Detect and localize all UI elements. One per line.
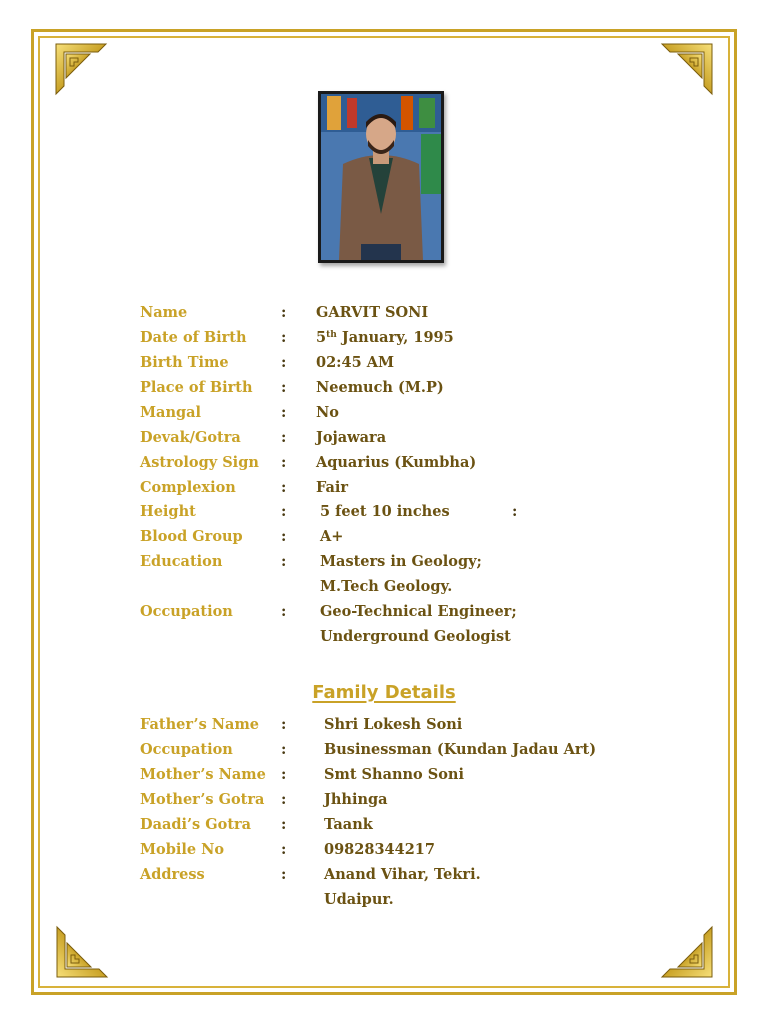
field-value: Shri Lokesh Soni [324,716,463,733]
separator-colon: : [281,379,287,396]
dob-day: 5 [316,329,327,346]
field-value: Udaipur. [324,891,394,908]
field-label: Date of Birth [140,329,247,346]
trailing-colon: : [512,503,518,520]
field-label: Place of Birth [140,379,253,396]
field-value: Geo-Technical Engineer; [320,603,517,620]
separator-colon: : [281,741,287,758]
separator-colon: : [281,553,287,570]
separator-colon: : [281,603,287,620]
field-label: Complexion [140,479,236,496]
separator-colon: : [281,841,287,858]
field-value: No [316,404,339,421]
field-value: Anand Vihar, Tekri. [324,866,481,883]
field-value: Smt Shanno Soni [324,766,464,783]
dob-day-suffix: th [326,330,337,340]
field-label: Daadi’s Gotra [140,816,252,833]
ornate-corner-top-right-icon [660,42,714,96]
field-label: Occupation [140,603,233,620]
field-value: GARVIT SONI [316,304,429,321]
family-details-title: Family Details [312,682,456,703]
field-value: 09828344217 [324,841,435,858]
field-value: Taank [324,816,373,833]
field-value: Jojawara [316,429,387,446]
profile-photo [318,91,444,263]
family-details-heading [0,680,768,706]
field-value: Masters in Geology; [320,553,482,570]
separator-colon: : [281,766,287,783]
field-label: Height [140,503,196,520]
field-label: Mother’s Gotra [140,791,265,808]
field-value [316,327,454,349]
separator-colon: : [281,354,287,371]
separator-colon: : [281,528,287,545]
field-label: Occupation [140,741,233,758]
field-label: Devak/Gotra [140,429,241,446]
separator-colon: : [281,429,287,446]
separator-colon: : [281,791,287,808]
field-value: Neemuch (M.P) [316,379,444,396]
ornate-corner-top-left-icon [54,42,108,96]
field-value: Aquarius (Kumbha) [316,454,477,471]
ornate-corner-bottom-right-icon [660,925,714,979]
field-label: Blood Group [140,528,243,545]
separator-colon: : [281,866,287,883]
separator-colon: : [281,816,287,833]
separator-colon: : [281,716,287,733]
field-label: Address [140,866,205,883]
field-label: Mangal [140,404,202,421]
field-value: 5 feet 10 inches [320,503,450,520]
field-value: Businessman (Kundan Jadau Art) [324,741,597,758]
field-label: Astrology Sign [140,454,259,471]
field-label: Father’s Name [140,716,260,733]
separator-colon: : [281,479,287,496]
field-value: Underground Geologist [320,628,511,645]
ornate-corner-bottom-left-icon [55,925,109,979]
dob-month-year: January, 1995 [336,329,454,346]
separator-colon: : [281,454,287,471]
field-label: Mobile No [140,841,225,858]
field-value: 02:45 AM [316,354,395,371]
field-value: M.Tech Geology. [320,578,453,595]
field-value: A+ [320,528,344,545]
field-label: Mother’s Name [140,766,266,783]
field-label: Education [140,553,223,570]
separator-colon: : [281,404,287,421]
field-label: Birth Time [140,354,229,371]
field-label: Name [140,304,188,321]
separator-colon: : [281,503,287,520]
field-value: Fair [316,479,349,496]
separator-colon: : [281,329,287,346]
field-value: Jhhinga [324,791,388,808]
separator-colon: : [281,304,287,321]
